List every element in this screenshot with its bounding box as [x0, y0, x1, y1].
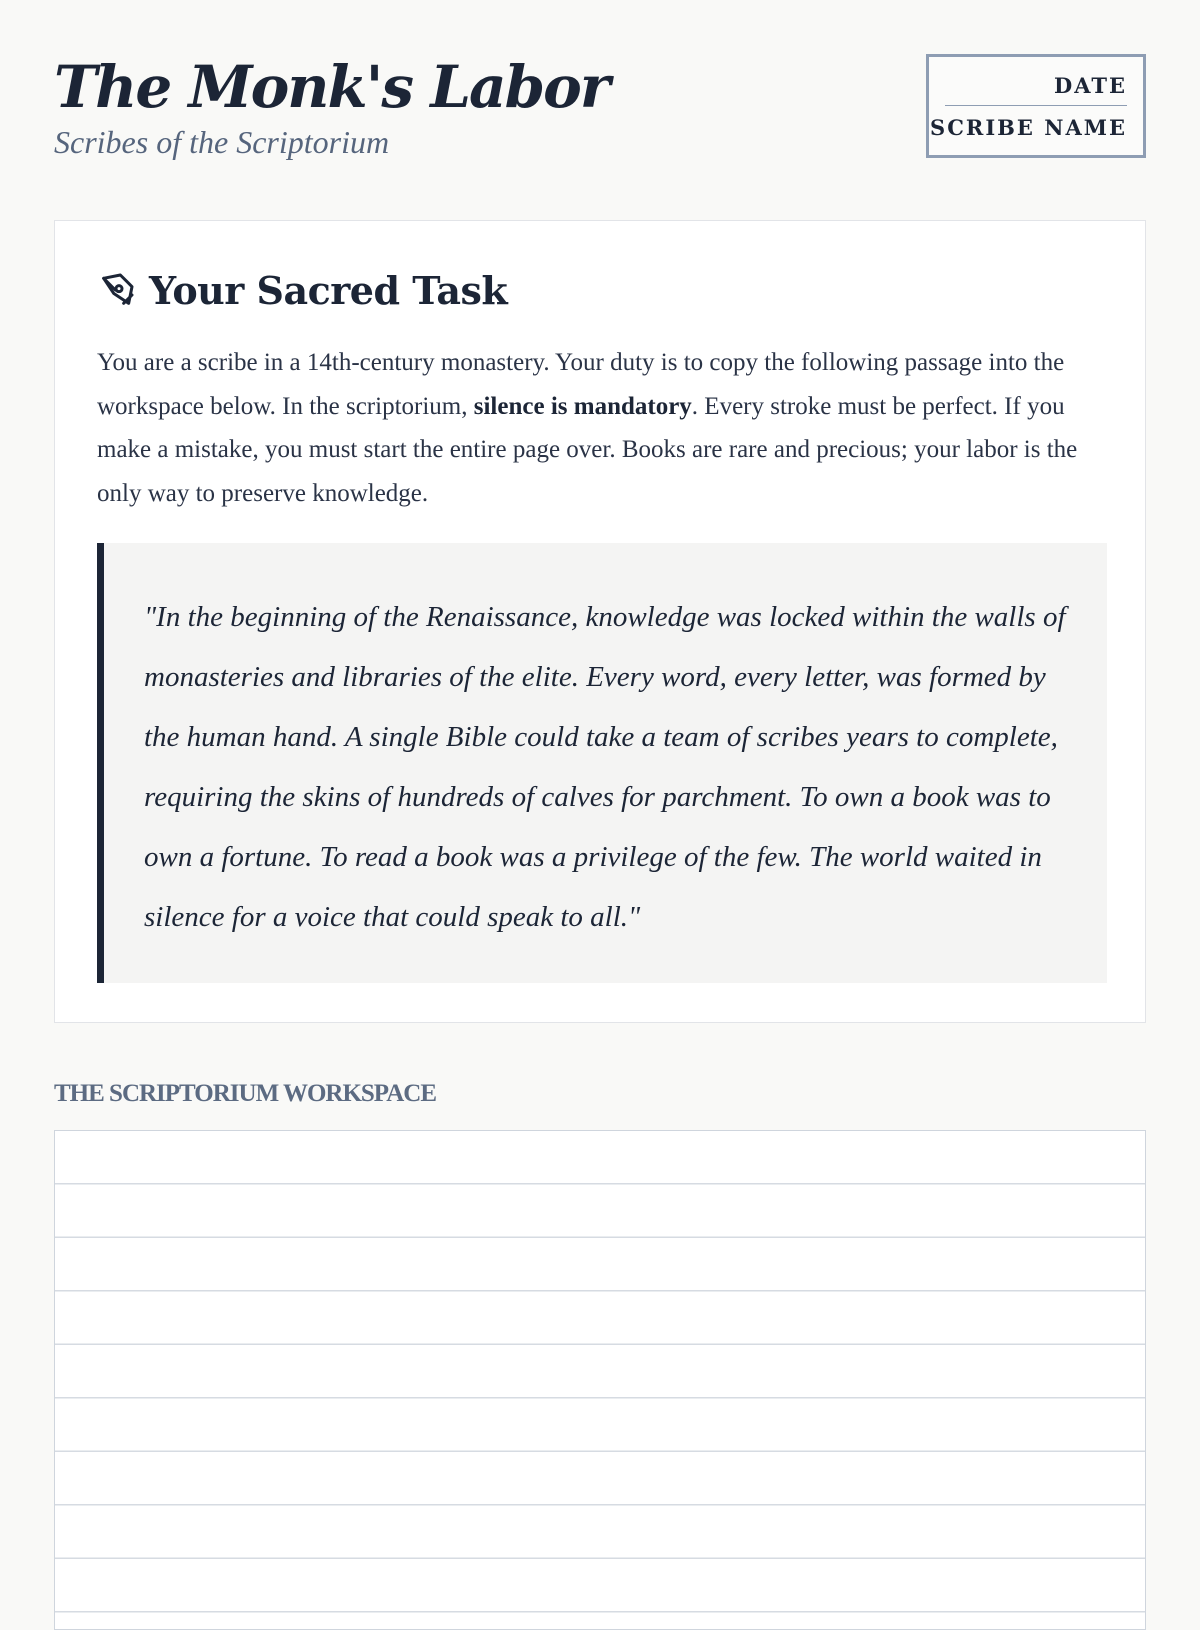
- task-intro-emphasis: silence is mandatory: [473, 392, 692, 420]
- passage-quote: [97, 543, 1107, 983]
- task-intro-text: You are a scribe in a 14th-century monastery. Your duty is to copy the following passage into the workspace below. In the scriptorium,: [97, 349, 1065, 420]
- meta-divider: [945, 105, 1127, 106]
- task-heading: [97, 265, 507, 315]
- scribe-meta-box: [926, 54, 1146, 158]
- task-intro-text-end: . Every stroke must be perfect. If you make a mistake, you must start the entire page over. Books are rare and precious; your labor is the only way to preserve knowledge.: [97, 392, 1078, 507]
- workspace-label: THE SCRIPTORIUM WORKSPACE: [54, 1080, 437, 1107]
- date-label: DATE: [1054, 73, 1127, 98]
- page-title: The Monk's Labor: [54, 53, 609, 121]
- scribe-name-label: SCRIBE NAME: [930, 115, 1127, 140]
- scriptorium-workspace[interactable]: [54, 1130, 1146, 1630]
- task-instructions: [97, 341, 1107, 515]
- passage-text: "In the beginning of the Renaissance, knowledge was locked within the walls of monasteries and libraries of the elite. Every word, every letter, was formed by the human hand. A single Bible could take a team of scribes years to complete, requiring the skins of hundreds of calves for parchment. To own a book was to own a fortune. To read a book was a privilege of the few. The world waited in silence for a voice that could speak to all.": [144, 601, 1066, 933]
- sacred-task-card: [54, 220, 1146, 1023]
- task-title: Your Sacred Task: [149, 267, 508, 313]
- quill-pen-icon: [97, 270, 137, 310]
- page-header: [54, 52, 1146, 182]
- page-subtitle: Scribes of the Scriptorium: [54, 124, 390, 160]
